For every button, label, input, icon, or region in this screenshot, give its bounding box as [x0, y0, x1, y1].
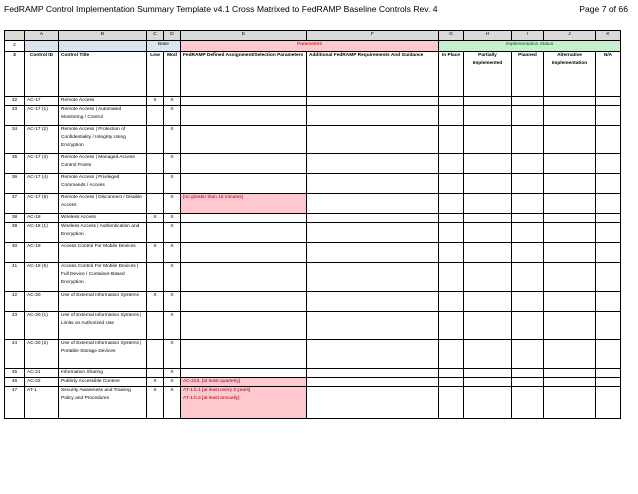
low-cell[interactable]	[147, 312, 164, 340]
control-title-cell[interactable]: Remote Access	[59, 97, 147, 106]
guidance-cell[interactable]	[307, 243, 439, 263]
control-id-cell[interactable]: AC-18 (1)	[25, 223, 59, 243]
guidance-cell[interactable]	[307, 194, 439, 214]
control-title-cell[interactable]: Use of External Information Systems | Portable Storage Devices	[59, 340, 147, 369]
parameters-cell[interactable]	[181, 154, 307, 174]
parameters-cell[interactable]	[181, 126, 307, 154]
mod-cell[interactable]: X	[164, 340, 181, 369]
in-place-cell[interactable]	[439, 154, 464, 174]
low-cell[interactable]	[147, 106, 164, 126]
partially-implemented-cell[interactable]	[464, 340, 512, 369]
na-cell[interactable]	[596, 223, 621, 243]
column-header-c[interactable]: C	[147, 31, 164, 41]
group-implementation-status[interactable]: Implementation Status	[439, 41, 621, 52]
in-place-cell[interactable]	[439, 97, 464, 106]
mod-cell[interactable]: X	[164, 292, 181, 312]
row-number[interactable]: 46	[5, 378, 25, 387]
planned-cell[interactable]	[512, 387, 544, 419]
low-cell[interactable]: X	[147, 214, 164, 223]
low-cell[interactable]: X	[147, 97, 164, 106]
parameters-cell[interactable]: AC-22d. [at least quarterly]	[181, 378, 307, 387]
row-number[interactable]: 42	[5, 292, 25, 312]
page-number: Page 7 of 66	[579, 4, 628, 14]
table-row	[5, 174, 621, 194]
planned-cell[interactable]	[512, 263, 544, 292]
table-row	[5, 387, 621, 419]
partially-implemented-cell[interactable]	[464, 223, 512, 243]
low-cell[interactable]	[147, 174, 164, 194]
control-id-cell[interactable]: AC-17 (4)	[25, 174, 59, 194]
mod-cell[interactable]: X	[164, 378, 181, 387]
partially-implemented-cell[interactable]	[464, 174, 512, 194]
in-place-cell[interactable]	[439, 223, 464, 243]
alternative-implementation-cell[interactable]	[544, 194, 596, 214]
mod-cell[interactable]: X	[164, 194, 181, 214]
low-cell[interactable]	[147, 369, 164, 378]
control-title-cell[interactable]: Remote Access | Protection of Confidentiality / Integrity Using Encryption	[59, 126, 147, 154]
guidance-cell[interactable]	[307, 378, 439, 387]
parameters-cell[interactable]	[181, 340, 307, 369]
planned-cell[interactable]	[512, 312, 544, 340]
alternative-implementation-cell[interactable]	[544, 154, 596, 174]
header-in-place[interactable]: In Place	[439, 52, 464, 97]
control-id-cell[interactable]: AC-19 (5)	[25, 263, 59, 292]
row-number[interactable]: 47	[5, 387, 25, 419]
table-row	[5, 97, 621, 106]
column-letter-row	[5, 31, 621, 41]
low-cell[interactable]: X	[147, 292, 164, 312]
guidance-cell[interactable]	[307, 387, 439, 419]
control-title-cell[interactable]: Remote Access | Automated Monitoring / Control	[59, 106, 147, 126]
control-title-cell[interactable]: Remote Access | Disconnect / Disable Access	[59, 194, 147, 214]
table-row	[5, 312, 621, 340]
column-header-f[interactable]: F	[307, 31, 439, 41]
guidance-cell[interactable]	[307, 214, 439, 223]
table-row	[5, 194, 621, 214]
header-planned[interactable]: Planned	[512, 52, 544, 97]
control-id-cell[interactable]: AC-17 (3)	[25, 154, 59, 174]
na-cell[interactable]	[596, 312, 621, 340]
partially-implemented-cell[interactable]	[464, 154, 512, 174]
partially-implemented-cell[interactable]	[464, 194, 512, 214]
table-row	[5, 292, 621, 312]
partially-implemented-cell[interactable]	[464, 214, 512, 223]
guidance-cell[interactable]	[307, 126, 439, 154]
in-place-cell[interactable]	[439, 312, 464, 340]
na-cell[interactable]	[596, 292, 621, 312]
in-place-cell[interactable]	[439, 194, 464, 214]
column-header-h[interactable]: H	[464, 31, 512, 41]
mod-cell[interactable]: X	[164, 214, 181, 223]
partially-implemented-cell[interactable]	[464, 378, 512, 387]
na-cell[interactable]	[596, 126, 621, 154]
in-place-cell[interactable]	[439, 378, 464, 387]
alternative-implementation-cell[interactable]	[544, 369, 596, 378]
header-alternative-implementation[interactable]: Alternative Implementation	[544, 52, 596, 97]
group-blank-cell[interactable]	[59, 41, 147, 52]
column-header-e[interactable]: E	[181, 31, 307, 41]
control-title-cell[interactable]: Publicly Accessible Content	[59, 378, 147, 387]
row-number[interactable]: 35	[5, 154, 25, 174]
mod-cell[interactable]: X	[164, 154, 181, 174]
row-number[interactable]: 38	[5, 214, 25, 223]
column-header-b[interactable]: B	[59, 31, 147, 41]
in-place-cell[interactable]	[439, 369, 464, 378]
table-row	[5, 263, 621, 292]
mod-cell[interactable]: X	[164, 312, 181, 340]
group-header-row	[5, 41, 621, 52]
control-summary-table	[4, 30, 621, 419]
alternative-implementation-cell[interactable]	[544, 263, 596, 292]
field-header-row	[5, 52, 621, 97]
control-id-cell[interactable]: AC-17 (1)	[25, 106, 59, 126]
row-number[interactable]: 3	[5, 52, 25, 97]
na-cell[interactable]	[596, 243, 621, 263]
mod-cell[interactable]: X	[164, 387, 181, 419]
planned-cell[interactable]	[512, 369, 544, 378]
control-title-cell[interactable]: Remote Access | Privileged Commands / Access	[59, 174, 147, 194]
guidance-cell[interactable]	[307, 263, 439, 292]
guidance-cell[interactable]	[307, 106, 439, 126]
parameters-cell[interactable]	[181, 312, 307, 340]
low-cell[interactable]	[147, 126, 164, 154]
parameters-cell[interactable]	[181, 263, 307, 292]
guidance-cell[interactable]	[307, 312, 439, 340]
control-id-cell[interactable]: AC-18	[25, 214, 59, 223]
in-place-cell[interactable]	[439, 106, 464, 126]
mod-cell[interactable]: X	[164, 263, 181, 292]
partially-implemented-cell[interactable]	[464, 126, 512, 154]
partially-implemented-cell[interactable]	[464, 243, 512, 263]
control-id-cell[interactable]: AC-21	[25, 369, 59, 378]
row-number[interactable]: 2	[5, 41, 25, 52]
guidance-cell[interactable]	[307, 97, 439, 106]
na-cell[interactable]	[596, 97, 621, 106]
guidance-cell[interactable]	[307, 340, 439, 369]
mod-cell[interactable]: X	[164, 97, 181, 106]
control-title-cell[interactable]: Use of External Information Systems | Limits on Authorized Use	[59, 312, 147, 340]
low-cell[interactable]	[147, 194, 164, 214]
control-title-cell[interactable]: Access Control For Mobile Devices	[59, 243, 147, 263]
table-row	[5, 214, 621, 223]
in-place-cell[interactable]	[439, 174, 464, 194]
control-id-cell[interactable]: AC-19	[25, 243, 59, 263]
na-cell[interactable]	[596, 174, 621, 194]
guidance-cell[interactable]	[307, 369, 439, 378]
header-guidance[interactable]: Additional FedRAMP Requirements And Guidance	[307, 52, 439, 97]
na-cell[interactable]	[596, 378, 621, 387]
header-mod[interactable]: Mod	[164, 52, 181, 97]
parameters-cell[interactable]: AT-1.b.1 [at least every 3 years] AT-1.b.2 [at least annually]	[181, 387, 307, 419]
mod-cell[interactable]: X	[164, 126, 181, 154]
parameters-cell[interactable]	[181, 214, 307, 223]
in-place-cell[interactable]	[439, 126, 464, 154]
alternative-implementation-cell[interactable]	[544, 312, 596, 340]
control-title-cell[interactable]: Access Control For Mobile Devices | Full Device / Container-Based Encryption	[59, 263, 147, 292]
partially-implemented-cell[interactable]	[464, 97, 512, 106]
control-id-cell[interactable]: AT-1	[25, 387, 59, 419]
in-place-cell[interactable]	[439, 387, 464, 419]
parameters-cell[interactable]	[181, 369, 307, 378]
na-cell[interactable]	[596, 106, 621, 126]
guidance-cell[interactable]	[307, 174, 439, 194]
na-cell[interactable]	[596, 369, 621, 378]
alternative-implementation-cell[interactable]	[544, 292, 596, 312]
planned-cell[interactable]	[512, 97, 544, 106]
row-number[interactable]: 34	[5, 126, 25, 154]
planned-cell[interactable]	[512, 106, 544, 126]
column-header-d[interactable]: D	[164, 31, 181, 41]
alternative-implementation-cell[interactable]	[544, 97, 596, 106]
header-parameters[interactable]: FedRAMP Defined Assignment/Selection Parameters	[181, 52, 307, 97]
partially-implemented-cell[interactable]	[464, 292, 512, 312]
parameters-cell[interactable]	[181, 106, 307, 126]
mod-cell[interactable]: X	[164, 243, 181, 263]
group-parameters[interactable]: Parameters	[181, 41, 439, 52]
partially-implemented-cell[interactable]	[464, 369, 512, 378]
partially-implemented-cell[interactable]	[464, 106, 512, 126]
in-place-cell[interactable]	[439, 292, 464, 312]
low-cell[interactable]	[147, 263, 164, 292]
control-title-cell[interactable]: Use of External Information Systems	[59, 292, 147, 312]
mod-cell[interactable]: X	[164, 369, 181, 378]
in-place-cell[interactable]	[439, 340, 464, 369]
in-place-cell[interactable]	[439, 263, 464, 292]
table-row	[5, 106, 621, 126]
parameters-cell[interactable]	[181, 174, 307, 194]
alternative-implementation-cell[interactable]	[544, 243, 596, 263]
control-title-cell[interactable]: Wireless Access | Authentication and Encryption	[59, 223, 147, 243]
control-id-cell[interactable]: AC-17	[25, 97, 59, 106]
alternative-implementation-cell[interactable]	[544, 340, 596, 369]
na-cell[interactable]	[596, 154, 621, 174]
header-control-id[interactable]: Control ID	[25, 52, 59, 97]
control-title-cell[interactable]: Wireless Access	[59, 214, 147, 223]
document-title: FedRAMP Control Implementation Summary Template v4.1 Cross Matrixed to FedRAMP Baseline Controls Rev. 4	[4, 4, 438, 14]
row-number[interactable]: 43	[5, 312, 25, 340]
column-header-k[interactable]: K	[596, 31, 621, 41]
page-header	[4, 2, 634, 17]
table-row	[5, 378, 621, 387]
low-cell[interactable]	[147, 223, 164, 243]
na-cell[interactable]	[596, 340, 621, 369]
na-cell[interactable]	[596, 263, 621, 292]
in-place-cell[interactable]	[439, 214, 464, 223]
row-number[interactable]: 32	[5, 97, 25, 106]
planned-cell[interactable]	[512, 174, 544, 194]
partially-implemented-cell[interactable]	[464, 387, 512, 419]
planned-cell[interactable]	[512, 154, 544, 174]
header-control-title[interactable]: Control Title	[59, 52, 147, 97]
control-id-cell[interactable]: AC-17 (9)	[25, 194, 59, 214]
row-number[interactable]: 33	[5, 106, 25, 126]
column-header-i[interactable]: I	[512, 31, 544, 41]
group-blank-cell[interactable]	[25, 41, 59, 52]
mod-cell[interactable]: X	[164, 106, 181, 126]
row-number[interactable]: 37	[5, 194, 25, 214]
partially-implemented-cell[interactable]	[464, 263, 512, 292]
control-id-cell[interactable]: AC-20 (2)	[25, 340, 59, 369]
control-id-cell[interactable]: AC-20	[25, 292, 59, 312]
table-row	[5, 126, 621, 154]
row-number[interactable]: 44	[5, 340, 25, 369]
parameters-cell[interactable]	[181, 223, 307, 243]
alternative-implementation-cell[interactable]	[544, 174, 596, 194]
column-header-g[interactable]: G	[439, 31, 464, 41]
table-row	[5, 369, 621, 378]
planned-cell[interactable]	[512, 243, 544, 263]
column-header-a[interactable]: A	[25, 31, 59, 41]
na-cell[interactable]	[596, 214, 621, 223]
row-number[interactable]: 40	[5, 243, 25, 263]
row-number[interactable]: 39	[5, 223, 25, 243]
control-title-cell[interactable]: Security Awareness and Training Policy and Procedures	[59, 387, 147, 419]
planned-cell[interactable]	[512, 340, 544, 369]
guidance-cell[interactable]	[307, 223, 439, 243]
planned-cell[interactable]	[512, 194, 544, 214]
planned-cell[interactable]	[512, 378, 544, 387]
row-number[interactable]: 36	[5, 174, 25, 194]
mod-cell[interactable]: X	[164, 223, 181, 243]
row-number[interactable]: 41	[5, 263, 25, 292]
alternative-implementation-cell[interactable]	[544, 126, 596, 154]
control-title-cell[interactable]: Information Sharing	[59, 369, 147, 378]
alternative-implementation-cell[interactable]	[544, 214, 596, 223]
row-number[interactable]: 45	[5, 369, 25, 378]
column-header-j[interactable]: J	[544, 31, 596, 41]
low-cell[interactable]: X	[147, 378, 164, 387]
alternative-implementation-cell[interactable]	[544, 378, 596, 387]
table-row	[5, 154, 621, 174]
low-cell[interactable]	[147, 340, 164, 369]
header-low[interactable]: Low	[147, 52, 164, 97]
guidance-cell[interactable]	[307, 154, 439, 174]
mod-cell[interactable]: X	[164, 174, 181, 194]
header-na[interactable]: N/A	[596, 52, 621, 97]
low-cell[interactable]: X	[147, 243, 164, 263]
table-row	[5, 340, 621, 369]
corner-cell[interactable]	[5, 31, 25, 41]
planned-cell[interactable]	[512, 292, 544, 312]
guidance-cell[interactable]	[307, 292, 439, 312]
alternative-implementation-cell[interactable]	[544, 223, 596, 243]
na-cell[interactable]	[596, 387, 621, 419]
partially-implemented-cell[interactable]	[464, 312, 512, 340]
control-id-cell[interactable]: AC-17 (2)	[25, 126, 59, 154]
parameters-cell[interactable]: [no greater than 15 minutes]	[181, 194, 307, 214]
alternative-implementation-cell[interactable]	[544, 387, 596, 419]
alternative-implementation-cell[interactable]	[544, 106, 596, 126]
na-cell[interactable]	[596, 194, 621, 214]
control-title-cell[interactable]: Remote Access | Managed Access Control Points	[59, 154, 147, 174]
table-row	[5, 223, 621, 243]
header-partially-implemented[interactable]: Partially Implemented	[464, 52, 512, 97]
planned-cell[interactable]	[512, 126, 544, 154]
planned-cell[interactable]	[512, 214, 544, 223]
low-cell[interactable]	[147, 154, 164, 174]
table-row	[5, 243, 621, 263]
parameters-cell[interactable]	[181, 243, 307, 263]
planned-cell[interactable]	[512, 223, 544, 243]
parameters-cell[interactable]	[181, 97, 307, 106]
control-id-cell[interactable]: AC-22	[25, 378, 59, 387]
control-id-cell[interactable]: AC-20 (1)	[25, 312, 59, 340]
in-place-cell[interactable]	[439, 243, 464, 263]
parameters-cell[interactable]	[181, 292, 307, 312]
low-cell[interactable]: X	[147, 387, 164, 419]
group-base[interactable]: Base	[147, 41, 181, 52]
